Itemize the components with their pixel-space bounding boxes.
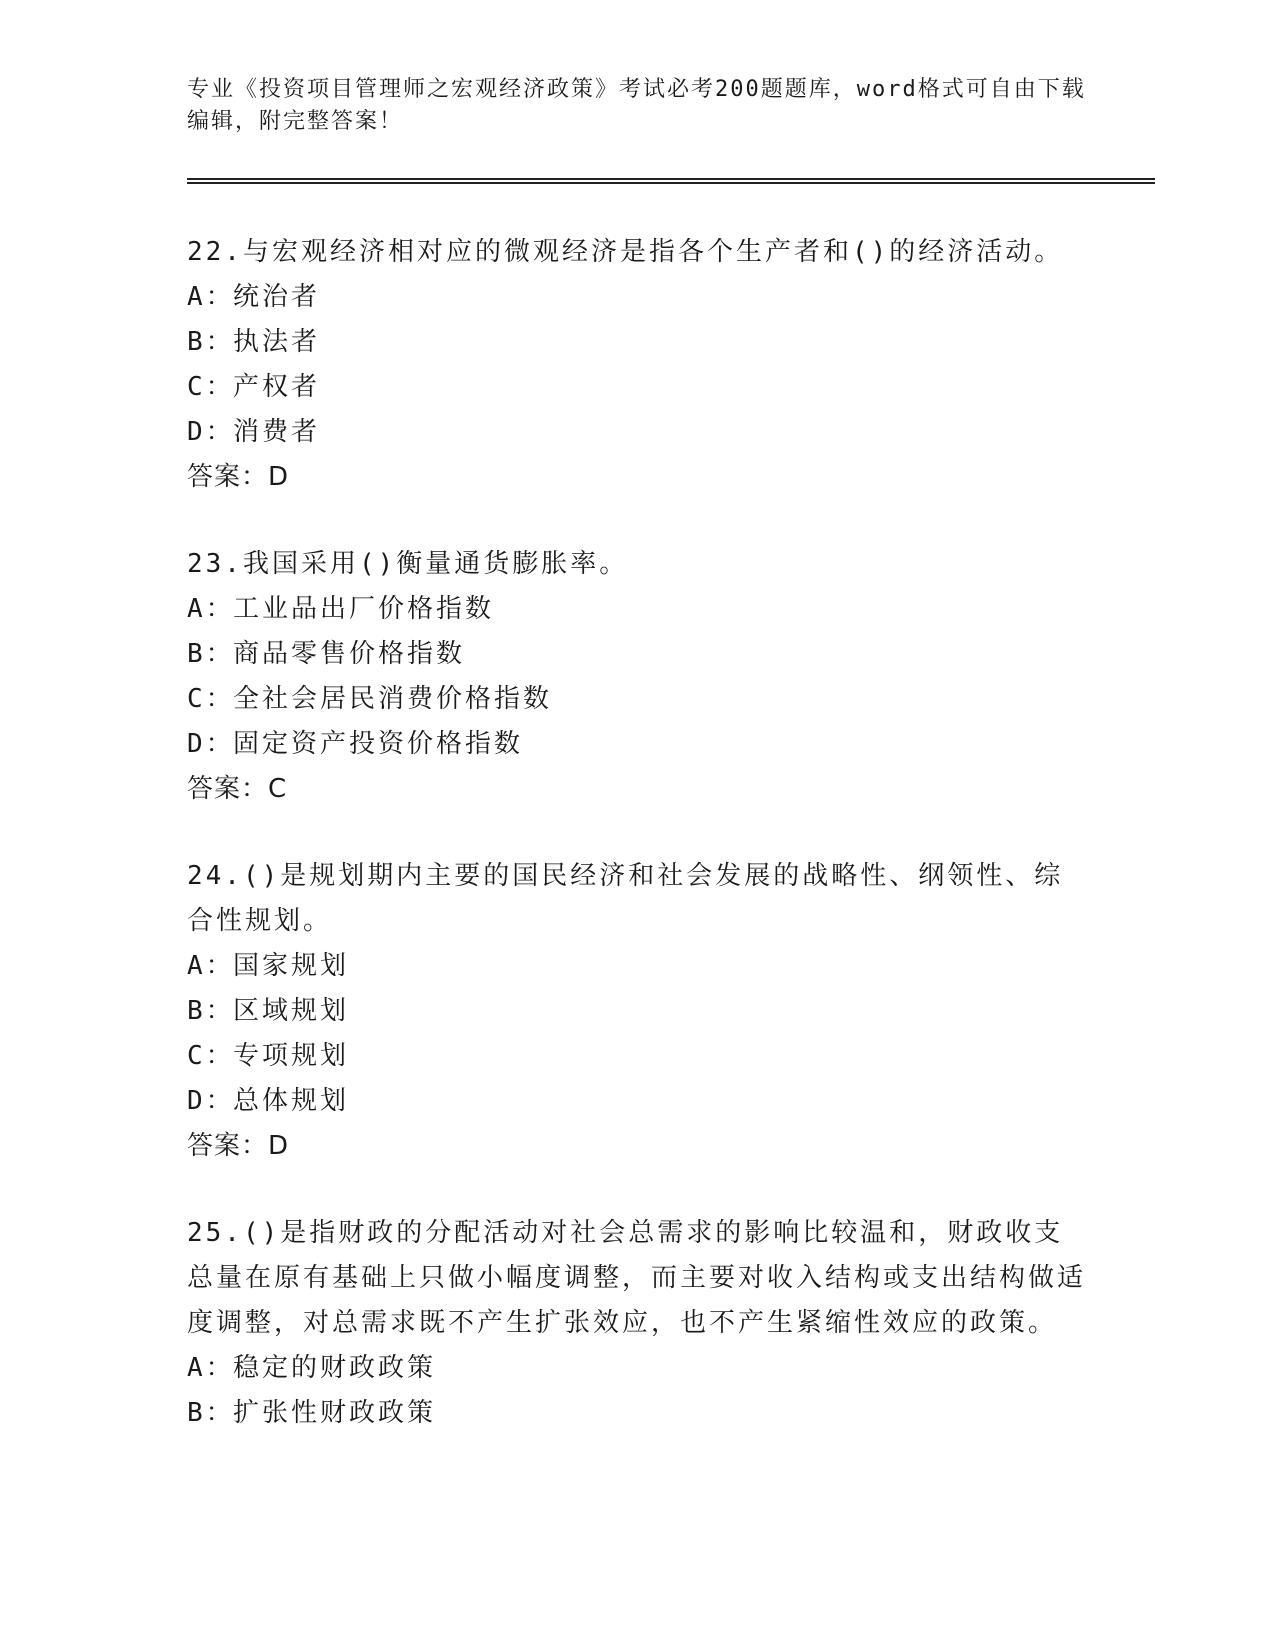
question-list [187,230,1087,1478]
option-text: 产权者 [233,372,321,402]
option-text: 工业品出厂价格指数 [233,594,495,624]
option-text: 国家规划 [233,951,350,981]
option-letter: C： [187,372,235,402]
option-a [187,944,1087,989]
option-d [187,410,1087,455]
answer-line: 答案：C [187,774,288,804]
option-letter: C： [187,684,235,714]
option-letter: A： [187,951,235,981]
option-d [187,1079,1087,1124]
question-24 [187,854,1087,1169]
option-letter: B： [187,996,235,1026]
document-header: 专业《投资项目管理师之宏观经济政策》考试必考200题题库，word格式可自由下载编辑，附完整答案！ [187,77,1086,134]
option-a [187,1346,1087,1391]
option-letter: A： [187,282,235,312]
option-text: 消费者 [233,417,321,447]
option-text: 总体规划 [233,1086,350,1116]
option-b [187,1391,1087,1436]
option-text: 稳定的财政政策 [233,1353,437,1383]
option-b [187,320,1087,365]
option-letter: C： [187,1041,235,1071]
option-text: 统治者 [233,282,321,312]
option-letter: B： [187,327,235,357]
option-text: 扩张性财政政策 [233,1398,437,1428]
question-23 [187,542,1087,812]
option-text: 商品零售价格指数 [233,639,466,669]
option-d [187,722,1087,767]
option-letter: D： [187,1086,235,1116]
option-a [187,275,1087,320]
answer-line: 答案：D [187,462,290,492]
option-c [187,365,1087,410]
option-letter: B： [187,1398,235,1428]
option-letter: A： [187,1353,235,1383]
option-text: 全社会居民消费价格指数 [233,684,553,714]
option-c [187,1034,1087,1079]
option-text: 固定资产投资价格指数 [233,729,524,759]
option-a [187,587,1087,632]
option-c [187,677,1087,722]
option-letter: D： [187,729,235,759]
option-letter: A： [187,594,235,624]
answer-line: 答案：D [187,1131,290,1161]
option-b [187,632,1087,677]
question-stem: 22.与宏观经济相对应的微观经济是指各个生产者和()的经济活动。 [187,237,1064,267]
option-b [187,989,1087,1034]
option-text: 执法者 [233,327,321,357]
option-text: 区域规划 [233,996,350,1026]
option-letter: D： [187,417,235,447]
question-stem: 23.我国采用()衡量通货膨胀率。 [187,549,629,579]
question-25 [187,1211,1087,1436]
header-divider [187,178,1155,184]
option-text: 专项规划 [233,1041,350,1071]
question-stem: 24.()是规划期内主要的国民经济和社会发展的战略性、纲领性、综合性规划。 [187,861,1064,936]
question-22 [187,230,1087,500]
option-letter: B： [187,639,235,669]
question-stem: 25.()是指财政的分配活动对社会总需求的影响比较温和，财政收支总量在原有基础上只做小幅度调整，而主要对收入结构或支出结构做适度调整，对总需求既不产生扩张效应，也不产生紧缩性效应的政策。 [187,1218,1087,1338]
